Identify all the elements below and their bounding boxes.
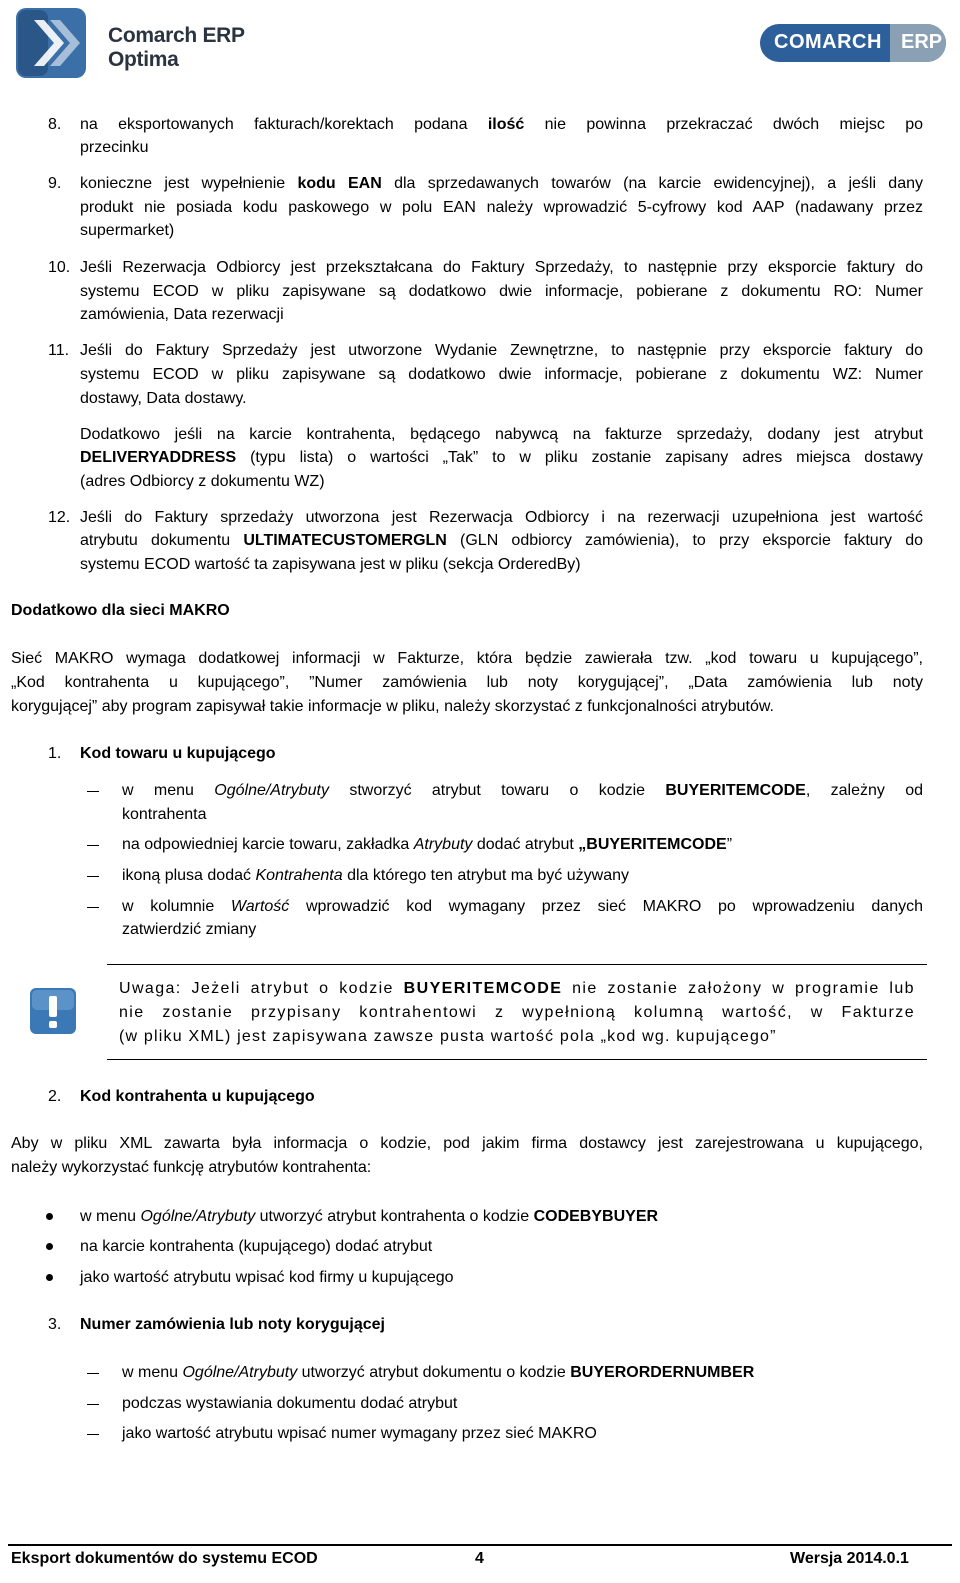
makro-heading: Dodatkowo dla sieci MAKRO bbox=[11, 602, 230, 619]
item-11-line6: (adres Odbiorcy z dokumentu WZ) bbox=[80, 473, 325, 490]
item-8-line1: na eksportowanych fakturach/korektach podana ilość nie powinna przekraczać dwóch miejsc po bbox=[80, 116, 923, 133]
s2-paragraph-line2: należy wykorzystać funkcję atrybutów kontrahenta: bbox=[11, 1159, 372, 1176]
section-1-number: 1. bbox=[48, 745, 62, 762]
s1-item4-line1: w kolumnie Wartość wprowadzić kod wymagany przez sieć MAKRO po wprowadzeniu danych bbox=[122, 898, 923, 915]
item-10-line3: zamówienia, Data rezerwacji bbox=[80, 306, 284, 323]
item-9-line1: konieczne jest wypełnienie kodu EAN dla sprzedawanych towarów (na karcie ewidencyjnej), a jeśli dany bbox=[80, 175, 924, 192]
item-12-line2: atrybutu dokumentu ULTIMATECUSTOMERGLN (GLN odbiorcy zamówienia), to przy eksporcie faktury do bbox=[80, 532, 923, 549]
s2-paragraph-line1: Aby w pliku XML zawarta była informacja o kodzie, pod jakim firma dostawcy jest zarejestrowana u kupującego, bbox=[11, 1135, 923, 1152]
dash-bullet bbox=[87, 1404, 99, 1405]
note-line1: Uwaga: Jeżeli atrybut o kodzie BUYERITEMCODE nie zostanie założony w programie lub bbox=[119, 980, 915, 997]
list-number-9: 9. bbox=[48, 175, 62, 192]
item-8-line2: przecinku bbox=[80, 139, 149, 156]
item-11-line2: systemu ECOD w pliku zapisywane są dodatkowo dwie informacje, pobierane z dokumentu WZ: Numer bbox=[80, 366, 923, 383]
note-line3: (w pliku XML) jest zapisywana zawsze pusta wartość pola „kod wg. kupującego” bbox=[119, 1028, 777, 1045]
comarch-erp-logo bbox=[760, 24, 950, 64]
dash-bullet bbox=[87, 907, 99, 908]
dash-bullet bbox=[87, 1373, 99, 1374]
note-top-rule bbox=[107, 964, 927, 965]
note-line2: nie zostanie przypisany kontrahentowi z wypełnioną kolumną wartość, w Fakturze bbox=[119, 1004, 915, 1021]
dash-bullet bbox=[87, 876, 99, 877]
list-number-8: 8. bbox=[48, 116, 62, 133]
list-number-10: 10. bbox=[48, 259, 71, 276]
makro-paragraph-line1: Sieć MAKRO wymaga dodatkowej informacji w Fakturze, która będzie zawierała tzw. „kod towaru u kupującego”, bbox=[11, 650, 923, 667]
section-2-title: Kod kontrahenta u kupującego bbox=[80, 1088, 315, 1105]
section-2-number: 2. bbox=[48, 1088, 62, 1105]
footer-version: Wersja 2014.0.1 bbox=[790, 1550, 909, 1567]
footer-document-title: Eksport dokumentów do systemu ECOD bbox=[11, 1550, 318, 1567]
dash-bullet bbox=[87, 845, 99, 846]
item-12-line3: systemu ECOD wartość ta zapisywana jest w pliku (sekcja OrderedBy) bbox=[80, 556, 581, 573]
s2-bullet3: jako wartość atrybutu wpisać kod firmy u kupującego bbox=[80, 1269, 454, 1286]
s1-item1-line1: w menu Ogólne/Atrybuty stworzyć atrybut towaru o kodzie BUYERITEMCODE, zależny od bbox=[122, 782, 924, 799]
section-1-title: Kod towaru u kupującego bbox=[80, 745, 276, 762]
logo-text-line2: Optima bbox=[108, 48, 179, 71]
item-11-line5: DELIVERYADDRESS (typu lista) o wartości „Tak” to w pliku zostanie zapisany adres miejsca dostawy bbox=[80, 449, 923, 466]
item-12-line1: Jeśli do Faktury sprzedaży utworzona jest Rezerwacja Odbiorcy i na rezerwacji uzupełniona jest wartość bbox=[80, 509, 923, 526]
item-10-line2: systemu ECOD w pliku zapisywane są dodatkowo dwie informacje, pobierane z dokumentu RO: Numer bbox=[80, 283, 923, 300]
dot-bullet bbox=[46, 1243, 53, 1250]
exclamation-warning-icon bbox=[30, 988, 76, 1034]
dash-bullet bbox=[87, 791, 99, 792]
footer-page-number: 4 bbox=[475, 1550, 484, 1567]
logo-text-line1: Comarch ERP bbox=[108, 24, 245, 47]
dot-bullet bbox=[46, 1213, 53, 1220]
dot-bullet bbox=[46, 1274, 53, 1281]
item-9-line3: supermarket) bbox=[80, 222, 175, 239]
s1-item3: ikoną plusa dodać Kontrahenta dla którego ten atrybut ma być używany bbox=[122, 867, 629, 884]
item-11-line4: Dodatkowo jeśli na karcie kontrahenta, będącego nabywcą na fakturze sprzedaży, dodany jest atrybut bbox=[80, 426, 923, 443]
item-11-line1: Jeśli do Faktury Sprzedaży jest utworzone Wydanie Zewnętrzne, to następnie przy eksporcie faktury do bbox=[80, 342, 923, 359]
s2-bullet1: w menu Ogólne/Atrybuty utworzyć atrybut kontrahenta o kodzie CODEBYBUYER bbox=[80, 1208, 659, 1225]
logo-right-text1: COMARCH bbox=[774, 31, 882, 53]
s1-item2: na odpowiedniej karcie towaru, zakładka Atrybuty dodać atrybut „BUYERITEMCODE” bbox=[122, 836, 733, 853]
s1-item4-line2: zatwierdzić zmiany bbox=[122, 921, 257, 938]
dash-bullet bbox=[87, 1434, 99, 1435]
item-11-line3: dostawy, Data dostawy. bbox=[80, 390, 247, 407]
makro-paragraph-line3: korygującej” aby program zapisywał takie informacje w pliku, należy skorzystać z funkcjonalności atrybutów. bbox=[11, 698, 774, 715]
section-3-title: Numer zamówienia lub noty korygującej bbox=[80, 1316, 385, 1333]
logo-right-text2: ERP bbox=[901, 31, 943, 53]
comarch-erp-optima-logo bbox=[16, 8, 256, 78]
footer-rule bbox=[8, 1544, 952, 1546]
section-3-number: 3. bbox=[48, 1316, 62, 1333]
s3-item2: podczas wystawiania dokumentu dodać atrybut bbox=[122, 1395, 458, 1412]
s3-item3: jako wartość atrybutu wpisać numer wymagany przez sieć MAKRO bbox=[122, 1425, 597, 1442]
makro-paragraph-line2: „Kod kontrahenta u kupującego”, ”Numer zamówienia lub noty korygującej”, „Data zamówienia lub noty bbox=[11, 674, 923, 691]
s1-item1-line2: kontrahenta bbox=[122, 806, 207, 823]
item-9-line2: produkt nie posiada kodu paskowego w polu EAN należy wprowadzić 5-cyfrowy kod AAP (nadawany przez bbox=[80, 199, 923, 216]
optima-logo-mark-icon bbox=[16, 8, 86, 78]
list-number-11: 11. bbox=[48, 342, 70, 359]
list-number-12: 12. bbox=[48, 509, 71, 526]
s2-bullet2: na karcie kontrahenta (kupującego) dodać atrybut bbox=[80, 1238, 433, 1255]
s3-item1: w menu Ogólne/Atrybuty utworzyć atrybut dokumentu o kodzie BUYERORDERNUMBER bbox=[122, 1364, 755, 1381]
item-10-line1: Jeśli Rezerwacja Odbiorcy jest przekształcana do Faktury Sprzedaży, to następnie przy eksporcie faktury do bbox=[80, 259, 923, 276]
note-bottom-rule bbox=[107, 1059, 927, 1060]
